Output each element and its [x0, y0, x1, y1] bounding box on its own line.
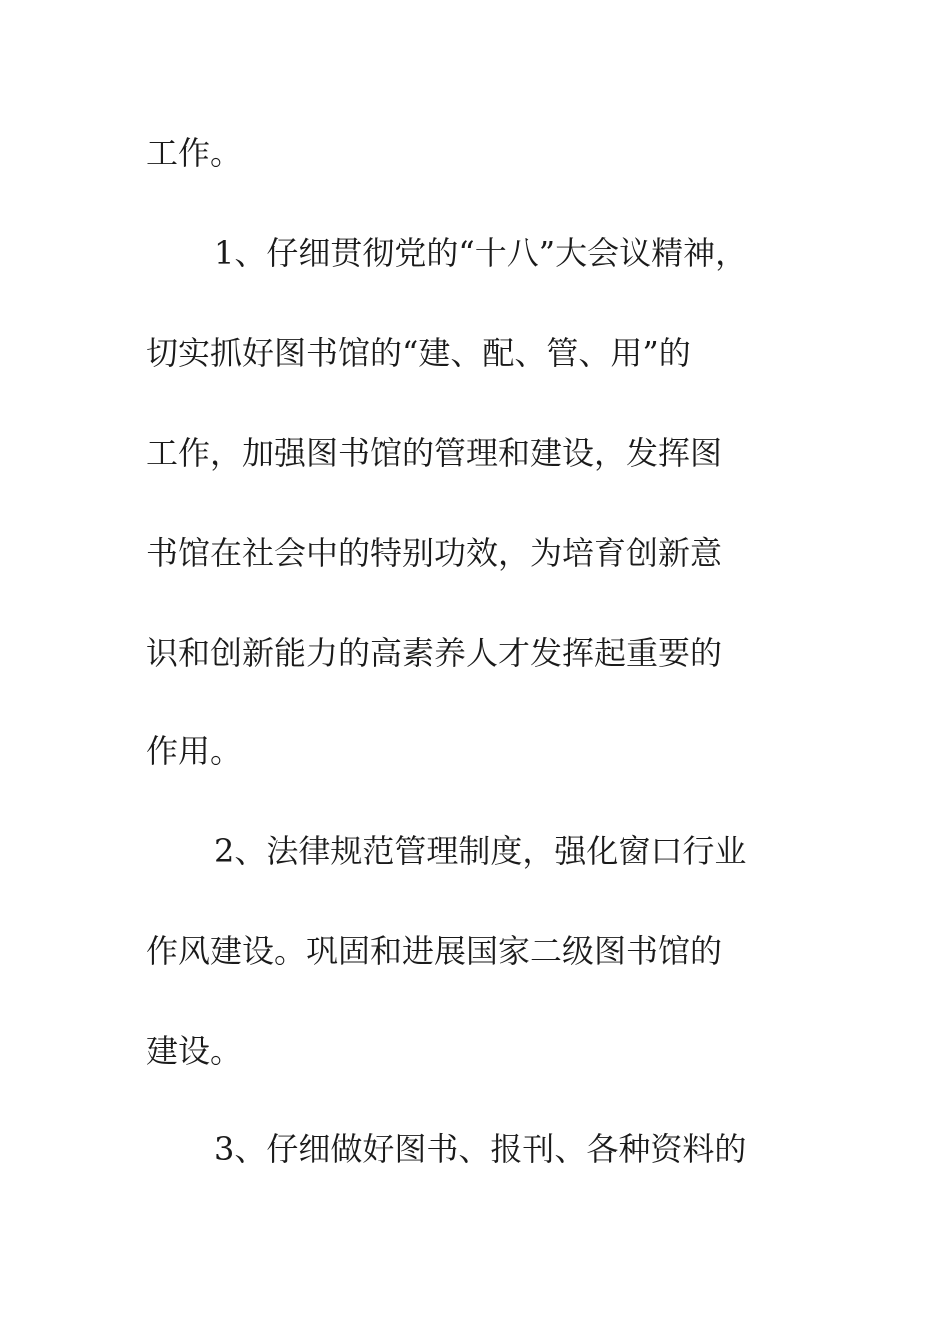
text-line: 书馆在社会中的特别功效，为培育创新意	[146, 534, 723, 572]
text-line: 切实抓好图书馆的“建、配、管、用”的	[146, 334, 691, 372]
paragraph-1-start: 1、仔细贯彻党的“十八”大会议精神，	[214, 234, 748, 272]
text-line: 作用。	[146, 732, 243, 770]
text-line: 作风建设。巩固和进展国家二级图书馆的	[146, 932, 723, 970]
text-line: 工作，加强图书馆的管理和建设，发挥图	[146, 434, 723, 472]
paragraph-3-start: 3、仔细做好图书、报刊、各种资料的	[214, 1130, 747, 1168]
text-line: 工作。	[146, 134, 243, 172]
paragraph-2-start: 2、法律规范管理制度，强化窗口行业	[214, 832, 747, 870]
text-line: 识和创新能力的高素养人才发挥起重要的	[146, 634, 723, 672]
text-line: 建设。	[146, 1032, 243, 1070]
